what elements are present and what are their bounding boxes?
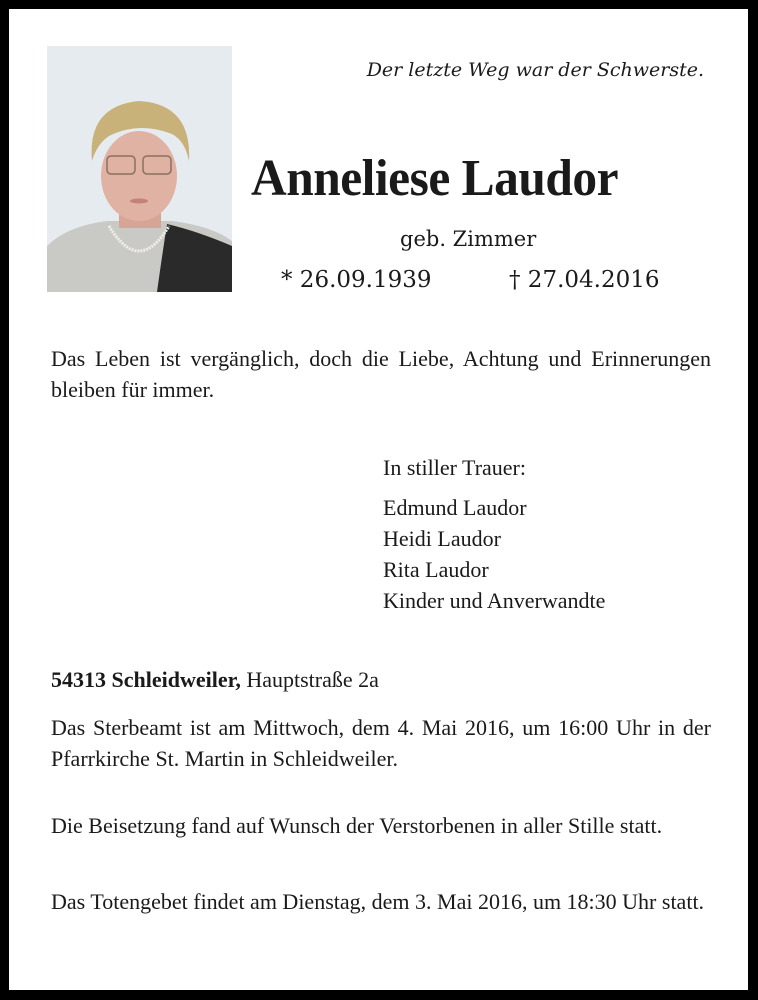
mourner: Edmund Laudor bbox=[383, 495, 527, 520]
death-date: † 27.04.2016 bbox=[509, 267, 660, 293]
burial-info: Die Beisetzung fand auf Wunsch der Verstorbenen in aller Stille statt. bbox=[51, 813, 663, 838]
maiden-name: geb. Zimmer bbox=[400, 227, 537, 251]
requiem-info: Das Sterbeamt ist am Mittwoch, dem 4. Mai 2016, um 16:00 Uhr in der Pfarrkirche St. Martin in Schleidweiler. bbox=[51, 715, 711, 771]
address-city: 54313 Schleidweiler, bbox=[51, 667, 241, 692]
mourner: Rita Laudor bbox=[383, 557, 489, 582]
address-street: Hauptstraße 2a bbox=[240, 667, 379, 692]
deceased-name: Anneliese Laudor bbox=[251, 150, 619, 207]
mourners-heading: In stiller Trauer: bbox=[383, 455, 526, 480]
mourner: Heidi Laudor bbox=[383, 526, 501, 551]
obituary-notice bbox=[9, 9, 748, 990]
portrait-image-icon bbox=[47, 46, 232, 292]
motto: Der letzte Weg war der Schwerste. bbox=[366, 59, 704, 81]
prayer-info: Das Totengebet findet am Dienstag, dem 3. Mai 2016, um 18:30 Uhr statt. bbox=[51, 889, 705, 914]
birth-date: * 26.09.1939 bbox=[281, 267, 432, 293]
portrait-photo bbox=[47, 46, 232, 292]
memorial-quote: Das Leben ist vergänglich, doch die Liebe, Achtung und Erinnerungen bleiben für immer. bbox=[51, 346, 711, 402]
mourner: Kinder und Anverwandte bbox=[383, 588, 606, 613]
address bbox=[51, 664, 711, 695]
mourners-list bbox=[383, 492, 605, 616]
